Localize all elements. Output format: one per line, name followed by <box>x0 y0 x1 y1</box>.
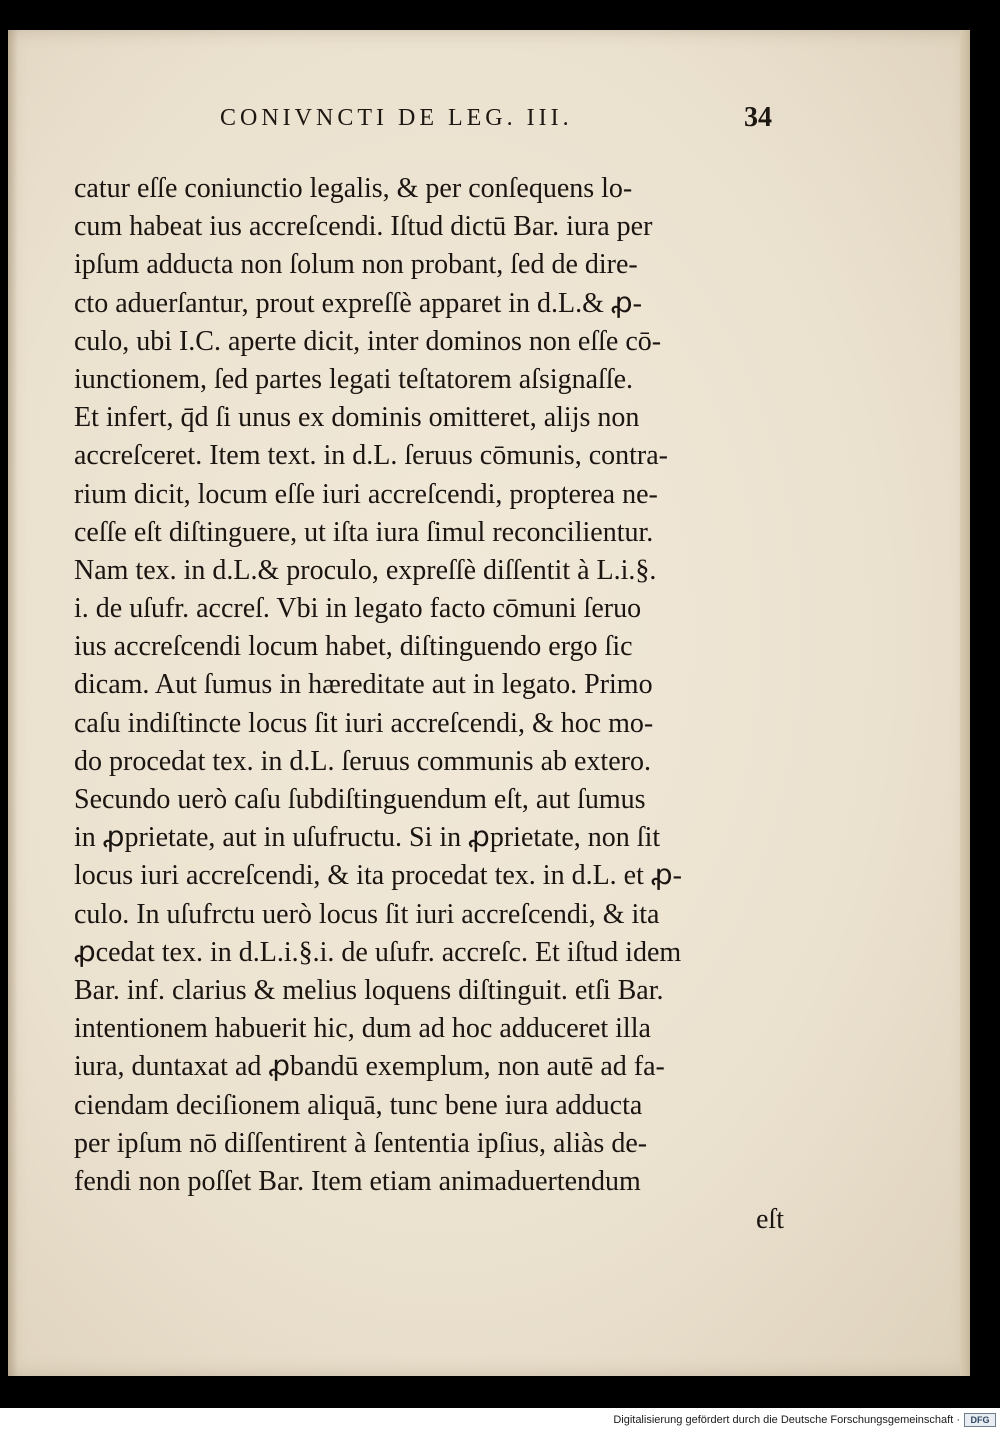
text-line: do procedat tex. in d.L. ſeruus communis ab extero. <box>74 745 651 777</box>
text-line: Et infert, q̄d ſi unus ex dominis omitteret, alijs non <box>74 402 640 434</box>
text-line: ius accreſcendi locum habet, diſtinguendo ergo ſic <box>74 631 633 663</box>
dfg-logo: DFG <box>964 1413 996 1427</box>
text-line: accreſceret. Item text. in d.L. ſeruus cōmunis, contra- <box>74 440 668 472</box>
text-line: ipſum adducta non ſolum non probant, ſed de dire- <box>74 249 638 281</box>
text-line: Nam tex. in d.L.& proculo, expreſſè diſſentit à L.i.§. <box>74 554 657 586</box>
text-line: fendi non poſſet Bar. Item etiam animaduertendum <box>74 1165 641 1197</box>
text-line: ꝓcedat tex. in d.L.i.§.i. de uſufr. accreſc. Et iſtud idem <box>74 936 682 968</box>
body-text <box>74 170 784 1239</box>
text-line: catur eſſe coniunctio legalis, & per conſequens lo- <box>74 173 633 204</box>
text-line: caſu indiſtincte locus ſit iuri accreſcendi, & hoc mo- <box>74 707 654 739</box>
text-line: dicam. Aut ſumus in hæreditate aut in legato. Primo <box>74 669 653 701</box>
page-edge <box>960 30 970 1376</box>
gutter-shadow <box>8 30 18 1376</box>
catchword: eſt <box>756 1204 784 1236</box>
text-line: iunctionem, ſed partes legati teſtatorem aſsignaſſe. <box>74 363 634 395</box>
text-line: ciendam deciſionem aliquā, tunc bene iura adducta <box>74 1089 643 1121</box>
text-line: locus iuri accreſcendi, & ita procedat tex. in d.L. et ꝓ- <box>74 860 682 892</box>
text-line: cto aduerſantur, prout expreſſè apparet in d.L.& ꝓ- <box>74 287 642 319</box>
text-line: rium dicit, locum eſſe iuri accreſcendi, propterea ne- <box>74 478 658 510</box>
digitization-credit: Digitalisierung gefördert durch die Deutsche Forschungsgemeinschaft · <box>613 1414 960 1426</box>
text-line: cum habeat ius accreſcendi. Iſtud dictū Bar. iura per <box>74 211 653 243</box>
text-line: in ꝓprietate, aut in uſufructu. Si in ꝓprietate, non ſit <box>74 822 661 854</box>
text-line: culo, ubi I.C. aperte dicit, inter dominos non eſſe cō- <box>74 325 662 357</box>
text-line: intentionem habuerit hic, dum ad hoc adduceret illa <box>74 1013 651 1045</box>
text-line: i. de uſufr. accreſ. Vbi in legato facto cōmuni ſeruo <box>74 593 642 625</box>
text-line: per ipſum nō diſſentirent à ſententia ipſius, aliàs de- <box>74 1127 648 1159</box>
text-line: culo. In uſufrctu uerò locus ſit iuri accreſcendi, & ita <box>74 898 660 930</box>
text-line: Bar. inf. clarius & melius loquens diſtinguit. etſi Bar. <box>74 974 664 1006</box>
folio-number: 34 <box>744 102 772 133</box>
text-line: iura, duntaxat ad ꝓbandū exemplum, non autē ad fa- <box>74 1051 665 1083</box>
text-line: ceſſe eſt diſtinguere, ut iſta iura ſimul reconcilientur. <box>74 516 654 548</box>
running-head: CONIVNCTI DE LEG. III. <box>220 105 573 131</box>
text-line: Secundo uerò caſu ſubdiſtinguendum eſt, aut ſumus <box>74 784 646 815</box>
